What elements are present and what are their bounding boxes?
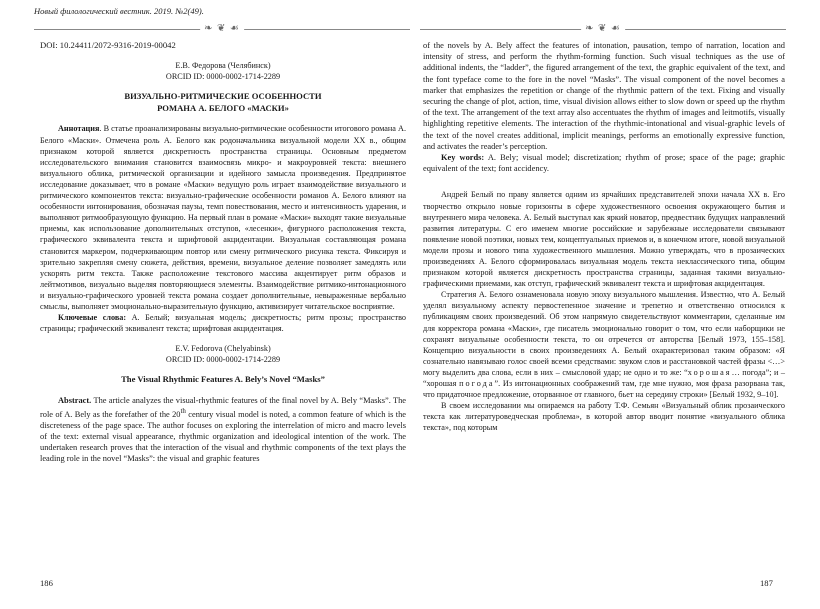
para2-text: Стратегия А. Белого ознаменовала новую эпоху визуального мышления. Известно, что А. Белый уделял визуальному аспекту первостепенное значение и трепетно и ответственно относился к публикациям своих произведений. Об этом напрямую свидетельствуют комментарии, сделанные им для корректора романа «Маски», где писатель эмоционально говорит о том, что если наборщики не сохранят визуальные особенности текста, то он отречется от авторства [Белый 1973, 155–158]. Концепцию визуальности в своих произведениях А. Белый охарактеризовал таким образом: «Я сознательно навязываю голос своей всеми средствами: звуком слов и расстановкой частей фразы <…> могу выделить два слова, если в них – смысловой удар; не одно и то же: “ <box>423 290 785 377</box>
abstract-en-continued: of the novels by A. Bely affect the features of intonation, pausation, tempo of narration, location and intensity of stress, and perform the rhythm-forming function. Such visual techniques as the use of additional indents, the “ladder”, the figured arrangement of the text, the graphic equivalent of the text, and the font typeface come to the fore in the novel “Masks”. The visual component of the novel becomes a marker that emphasizes the repetition or change of the rhythmic pattern of the text. Fixing and visually securing the change of plot, action, time, visual division allows either to slow down or speed up the rhythm of the text. The arrangement of the text array also accentuates the rhythm of images and leitmotifs, visually highlighting repetitive elements. The interaction of the rhythmic-intonational and visual-graphic levels of the text of the novel creates additional, implicit meanings, performs an emotionally expressive function, and activates the reader’s perception. <box>423 41 785 151</box>
orcid-en: ORCID ID: 0000-0002-1714-2289 <box>165 355 281 365</box>
abstract-en-sup: th <box>180 406 186 415</box>
body-paragraph-2 <box>423 289 785 400</box>
body-paragraph-1: Андрей Белый по праву является одним из ярчайших представителей эпохи начала ХХ в. Его творчество открыло новые горизонты в сфере художественного освоения окружающего бытия и внутреннего мира человека. А. Белый выступал как яркий новатор, предвестник будущих направлений развития литературы. С его именем многие российские и зарубежные исследователи связывают появление новой поэтики, новых тем, концептуальных приемов и, в конечном итоге, новой визуальной модели прозы и нового типа художественного мышления. Можно утверждать, что в прозаических произведениях А. Белого сформировалась визуальная модель текста неклассического типа, общим признаком которой является дискретность пространства страницы, заданная такими визуально-графическими приемами, как отступ, графический эквивалент текста и шрифтовая акцидентация. <box>423 190 785 289</box>
para2-spaced-2: погода <box>459 379 495 389</box>
abstract-ru-text: . В статье проанализированы визуально-ритмические особенности итогового романа А. Белого «Маски». Отмечена роль А. Белого как родоначальника визуальной модели ХХ в., общим признаком которой является дискретность пространства страницы. Основным предметом исследовательского внимания становится взаимосвязь микро- и макроуровней текста: внешнего визуального облика, ритмической организации и идейного замысла произведения. Предпринятое исследование доказывает, что в романе «Маски» ведущую роль играет взаимодействие визуального и ритмического компонентов текста: визуально-графические особенности романов А. Белого влияют на особенности интонирования, обозначая паузы, темп повествования, место и интенсивность ударения, и выполняют ритмообразующую функцию. На первый план в романе «Маски» выходят такие визуальные приемы, как использование дополнительных отступов, «лесенки», фигурного расположения текста, графического эквивалента текста и шрифтовой акцидентации. Визуальная составляющая романа становится маркером, подчеркивающим повтор или смену ритмического рисунка текста. Фиксируя и зрительно закрепляя смену сюжета, действия, времени, визуальное деление позволяет замедлять или ускорять ритм текста. Также расположение текстового массива акцентирует ритм образов и лейтмотивов, визуально выделяя повторяющиеся элементы. Взаимодействие ритмико-интонационного и визуально-графического уровней текста романа создает дополнительные, невыраженные вербально смыслы, выполняет эмоционально-выразительную функцию, активизирует читательское восприятие. <box>40 124 406 311</box>
page-number-left: 186 <box>40 578 53 588</box>
body-paragraph-3: В своем исследовании мы опираемся на работу Т.Ф. Семьян «Визуальный облик прозаического текста как литературоведческая проблема», в которой автор вводит понятие «визуального облика текста», под которым <box>423 401 785 433</box>
title-en: The Visual Rhythmic Features A. Bely’s Novel “Masks” <box>121 374 325 385</box>
keywords-label-ru: Ключевые слова: <box>58 313 127 323</box>
orcid-ru: ORCID ID: 0000-0002-1714-2289 <box>165 72 281 82</box>
abstract-label-en: Abstract. <box>58 395 92 405</box>
abstract-en <box>40 395 406 465</box>
keywords-en-text: A. Bely; visual model; discretization; rhythm of prose; space of the page; graphic equivalent of the text; font accidency. <box>423 153 785 174</box>
abstract-en-text-2: century visual model is noted, a common feature of which is the discreteness of the page space. The author focuses on exploring the interrelation of micro and macro levels of the text: external visual appearance, rhythmic organization and ideological intention of the work. The undertaken research proves that the interaction of the visual and rhythmic components of the text plays the leading role in the novel “Masks”: the visual and graphic features <box>40 409 406 464</box>
page-number-right: 187 <box>760 578 773 588</box>
header-rule-left <box>34 24 410 36</box>
keywords-label-en: Key words: <box>441 153 485 163</box>
para2-mid: … погода”; и – “хорошая <box>423 367 786 389</box>
abstract-en-text-1: The article analyzes the visual-rhythmic features of the final novel by A. Bely “Masks”. The role of A. Bely as the forefather of the 20 <box>40 395 406 419</box>
header-rule-right <box>420 24 786 36</box>
keywords-ru <box>40 312 406 334</box>
keywords-ru-text: А. Белый; визуальная модель; дискретность; ритм прозы; пространство страницы; графический эквивалент текста; шрифтовая акцидентация. <box>40 313 406 334</box>
abstract-label-ru: Аннотация <box>58 124 100 134</box>
ornament-icon: ❧ ❦ ☙ <box>581 23 625 34</box>
para2-end: ”. Из интонационных соображений там, где мне нужно, моя фраза разорвана так, что придаточное предложение, оторванное от главного, бьет на середину строки» [Белый 1932, 9–10]. <box>423 379 785 400</box>
doi: DOI: 10.24411/2072-9316-2019-00042 <box>40 40 176 50</box>
journal-header: Новый филологический вестник. 2019. №2(49). <box>34 6 204 16</box>
ornament-icon: ❧ ❦ ☙ <box>200 23 244 34</box>
para2-spaced-1: хорошая <box>687 367 732 377</box>
left-page-column <box>40 40 406 465</box>
abstract-ru <box>40 123 406 312</box>
keywords-en <box>423 152 785 174</box>
author-en: E.V. Fedorova (Chelyabinsk) <box>175 344 271 354</box>
title-ru-line-2: РОМАНА А. БЕЛОГО «МАСКИ» <box>157 102 289 113</box>
right-page-column <box>423 40 785 434</box>
author-ru: Е.В. Федорова (Челябинск) <box>175 61 271 71</box>
title-ru-line-1: ВИЗУАЛЬНО-РИТМИЧЕСКИЕ ОСОБЕННОСТИ <box>124 91 322 102</box>
